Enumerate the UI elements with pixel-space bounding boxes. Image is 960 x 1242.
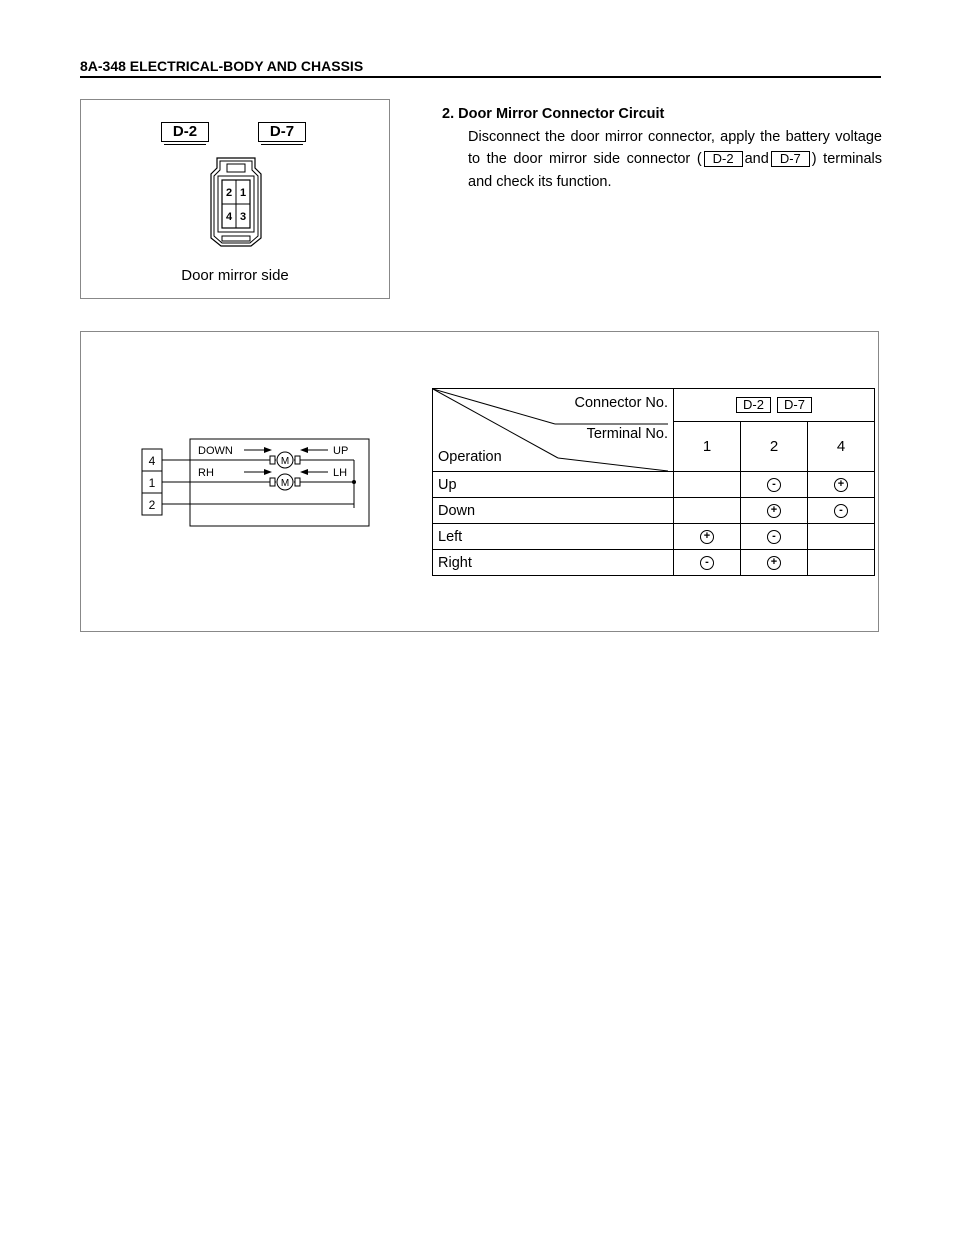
label-lh: LH [333, 467, 348, 479]
motor-label: M [280, 456, 290, 467]
pin-label: 3 [239, 211, 247, 223]
polarity-cell [674, 498, 741, 524]
table-row [433, 550, 875, 576]
operation-name: Down [433, 498, 674, 524]
section-heading: 2. Door Mirror Connector Circuit [442, 106, 665, 122]
circuit-check-figure [80, 331, 879, 632]
figure-caption: Door mirror side [181, 267, 289, 284]
table-row [433, 524, 875, 550]
connector-no-label: Connector No. [574, 395, 668, 411]
connector-tags-cell [674, 389, 875, 422]
polarity-cell [808, 524, 875, 550]
header-rule [80, 76, 881, 78]
table-connector-tag: D-2 [736, 397, 771, 413]
polarity-symbol: + [700, 530, 714, 544]
operation-name: Left [433, 524, 674, 550]
terminal-header: 1 [674, 422, 741, 472]
motor-label: M [280, 478, 290, 489]
polarity-cell [808, 498, 875, 524]
operation-name: Up [433, 472, 674, 498]
terminal-label: 2 [148, 498, 156, 512]
polarity-cell [808, 550, 875, 576]
polarity-cell [741, 472, 808, 498]
inline-connector-tag: D-2 [704, 151, 743, 167]
polarity-cell [674, 524, 741, 550]
mirror-motor-wiring-diagram [136, 432, 436, 632]
pin-label: 4 [225, 211, 233, 223]
polarity-cell [808, 472, 875, 498]
body-text: ) terminals and check its function. [468, 151, 882, 190]
polarity-cell [741, 524, 808, 550]
connector-tag-d2: D-2 [161, 122, 209, 142]
polarity-cell [741, 550, 808, 576]
operation-name: Right [433, 550, 674, 576]
operation-label: Operation [438, 449, 502, 465]
terminal-label: 1 [148, 476, 156, 490]
table-row [433, 498, 875, 524]
polarity-symbol: - [767, 530, 781, 544]
pin-label: 2 [225, 187, 233, 199]
body-text: and [744, 151, 769, 167]
terminal-label: 4 [148, 454, 156, 468]
polarity-symbol: - [700, 556, 714, 570]
label-up: UP [333, 445, 349, 457]
terminal-no-label: Terminal No. [586, 426, 668, 442]
connector-figure [80, 99, 390, 299]
body-text: Disconnect the door mirror connector, apply the battery voltage to the door mirror side connector ( [468, 128, 882, 167]
connector-tag-d7: D-7 [258, 122, 306, 142]
polarity-symbol: - [834, 504, 848, 518]
polarity-cell [741, 498, 808, 524]
procedure-section [442, 103, 882, 193]
inline-connector-tag: D-7 [771, 151, 810, 167]
table-corner-header [433, 389, 674, 472]
table-connector-tag: D-7 [777, 397, 812, 413]
page-header: 8A-348 ELECTRICAL-BODY AND CHASSIS [80, 58, 364, 74]
label-down: DOWN [198, 445, 233, 457]
polarity-cell [674, 472, 741, 498]
operation-table [432, 388, 875, 576]
polarity-symbol: + [767, 556, 781, 570]
polarity-symbol: - [767, 478, 781, 492]
table-row [433, 472, 875, 498]
label-rh: RH [198, 467, 214, 479]
terminal-header: 2 [741, 422, 808, 472]
pin-label: 1 [239, 187, 247, 199]
polarity-symbol: + [834, 478, 848, 492]
polarity-cell [674, 550, 741, 576]
section-body [468, 126, 882, 194]
polarity-symbol: + [767, 504, 781, 518]
terminal-header: 4 [808, 422, 875, 472]
